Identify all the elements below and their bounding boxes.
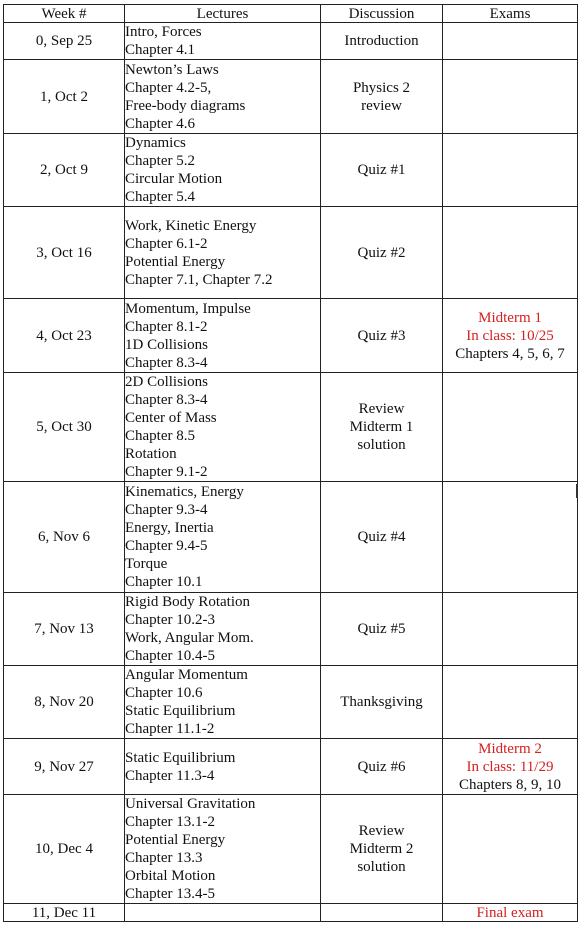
lecture-line: Intro, Forces (125, 24, 202, 40)
lecture-line: 2D Collisions (125, 374, 208, 390)
discussion-line: Quiz #1 (357, 162, 406, 178)
exam-line: Midterm 2 (478, 740, 542, 757)
text-cursor (576, 484, 578, 498)
lecture-line: Potential Energy (125, 253, 226, 270)
discussion-cell (321, 134, 443, 207)
exams-cell (443, 373, 578, 482)
exams-cell (443, 60, 578, 134)
lectures-cell (125, 593, 321, 666)
table-row (4, 795, 578, 904)
lecture-line: Chapter 10.2-3 (125, 612, 215, 628)
discussion-line: Quiz #4 (357, 529, 406, 545)
lecture-line: Chapter 8.3-4 (125, 392, 208, 408)
lecture-line: Chapter 9.1-2 (125, 464, 208, 480)
exam-line: Midterm 1 (478, 309, 542, 326)
lecture-line: Work, Kinetic Energy (125, 217, 257, 234)
lectures-cell (125, 795, 321, 904)
week-cell: 4, Oct 23 (4, 299, 125, 373)
lectures-cell (125, 739, 321, 795)
table-row (4, 60, 578, 134)
lectures-header: Lectures (125, 5, 321, 23)
table-row (4, 23, 578, 60)
lectures-cell (125, 666, 321, 739)
lecture-line: Chapter 10.6 (125, 685, 203, 701)
lectures-cell (125, 482, 321, 593)
lecture-line: Rigid Body Rotation (125, 594, 251, 610)
lecture-line: Chapter 4.1 (125, 42, 195, 58)
exams-cell (443, 666, 578, 739)
discussion-line: solution (357, 859, 406, 875)
lecture-line: Static Equilibrium (125, 749, 236, 766)
week-cell: 9, Nov 27 (4, 739, 125, 795)
week-cell: 3, Oct 16 (4, 207, 125, 299)
week-cell: 10, Dec 4 (4, 795, 125, 904)
lecture-line: Chapter 13.4-5 (125, 886, 215, 902)
exams-cell (443, 739, 578, 795)
lectures-cell (125, 60, 321, 134)
exams-cell (443, 593, 578, 666)
table-row (4, 904, 578, 922)
discussion-line: Quiz #3 (357, 327, 406, 344)
lectures-cell (125, 904, 321, 922)
lecture-line: Static Equilibrium (125, 703, 236, 719)
lecture-line: Energy, Inertia (125, 520, 214, 536)
discussion-cell (321, 795, 443, 904)
lecture-line: Chapter 4.6 (125, 115, 195, 132)
exams-cell (443, 904, 578, 922)
discussion-cell (321, 23, 443, 60)
table-row (4, 593, 578, 666)
lecture-line: Chapter 10.4-5 (125, 648, 215, 664)
discussion-line: Quiz #2 (357, 244, 406, 261)
lectures-cell (125, 134, 321, 207)
lecture-line: Chapter 13.1-2 (125, 814, 215, 830)
exams-cell (443, 23, 578, 60)
discussion-cell (321, 299, 443, 373)
lecture-line: Newton’s Laws (125, 61, 219, 78)
week-cell: 7, Nov 13 (4, 593, 125, 666)
lectures-cell (125, 373, 321, 482)
exams-cell (443, 482, 578, 593)
lecture-line: Free-body diagrams (125, 97, 246, 114)
week-cell: 1, Oct 2 (4, 60, 125, 134)
discussion-cell (321, 666, 443, 739)
lecture-line: Chapter 11.1-2 (125, 721, 215, 737)
discussion-line: Introduction (344, 33, 419, 49)
schedule-table (3, 4, 578, 922)
lecture-line: Circular Motion (125, 171, 223, 187)
table-row (4, 299, 578, 373)
lectures-cell (125, 299, 321, 373)
exams-cell (443, 795, 578, 904)
lecture-line: Rotation (125, 446, 177, 462)
week-cell: 5, Oct 30 (4, 373, 125, 482)
lecture-line: Chapter 9.4-5 (125, 538, 208, 554)
schedule-body (4, 23, 578, 922)
week-cell: 11, Dec 11 (4, 904, 125, 922)
week-cell: 8, Nov 20 (4, 666, 125, 739)
exams-cell (443, 207, 578, 299)
discussion-cell (321, 373, 443, 482)
exam-line: Chapters 4, 5, 6, 7 (455, 345, 565, 362)
lecture-line: 1D Collisions (125, 336, 208, 353)
exam-line: Final exam (476, 904, 544, 921)
discussion-line: solution (357, 437, 406, 453)
lecture-line: Kinematics, Energy (125, 484, 244, 500)
lecture-line: Chapter 9.3-4 (125, 502, 208, 518)
discussion-line: Review (358, 823, 405, 839)
table-row (4, 373, 578, 482)
lecture-line: Chapter 7.1, Chapter 7.2 (125, 271, 273, 288)
lecture-line: Chapter 4.2-5, (125, 79, 212, 96)
discussion-header: Discussion (321, 5, 443, 23)
exam-line: Chapters 8, 9, 10 (458, 776, 562, 793)
discussion-line: Review (358, 401, 405, 417)
header-row (4, 5, 578, 23)
lecture-line: Work, Angular Mom. (125, 630, 254, 646)
table-row (4, 666, 578, 739)
lecture-line: Universal Gravitation (125, 796, 256, 812)
lecture-line: Center of Mass (125, 410, 217, 426)
discussion-line: Quiz #5 (357, 621, 406, 637)
lecture-line: Orbital Motion (125, 868, 216, 884)
lecture-line: Chapter 11.3-4 (125, 767, 215, 784)
lecture-line: Chapter 5.4 (125, 189, 195, 205)
week-cell: 0, Sep 25 (4, 23, 125, 60)
discussion-cell (321, 739, 443, 795)
exam-line: In class: 10/25 (466, 327, 554, 344)
discussion-line: Midterm 1 (349, 419, 414, 435)
lecture-line: Dynamics (125, 135, 186, 151)
lecture-line: Momentum, Impulse (125, 300, 251, 317)
discussion-cell (321, 904, 443, 922)
discussion-line: Physics 2 (352, 79, 411, 96)
lecture-line: Torque (125, 556, 168, 572)
lectures-cell (125, 23, 321, 60)
table-row (4, 134, 578, 207)
week-cell: 2, Oct 9 (4, 134, 125, 207)
exams-header: Exams (443, 5, 578, 23)
discussion-cell (321, 482, 443, 593)
week-header: Week # (4, 5, 125, 23)
lecture-line: Angular Momentum (125, 667, 248, 683)
week-cell: 6, Nov 6 (4, 482, 125, 593)
discussion-line: review (361, 97, 402, 114)
discussion-cell (321, 207, 443, 299)
discussion-line: Midterm 2 (349, 841, 414, 857)
exam-line: In class: 11/29 (466, 758, 554, 775)
discussion-line: Quiz #6 (357, 758, 406, 775)
lecture-line: Chapter 5.2 (125, 153, 195, 169)
lectures-cell (125, 207, 321, 299)
exams-cell (443, 299, 578, 373)
lecture-line: Potential Energy (125, 832, 226, 848)
lecture-line: Chapter 6.1-2 (125, 235, 208, 252)
table-row (4, 207, 578, 299)
exams-cell (443, 134, 578, 207)
table-row (4, 739, 578, 795)
lecture-line: Chapter 8.5 (125, 428, 195, 444)
discussion-line: Thanksgiving (340, 694, 423, 710)
discussion-cell (321, 593, 443, 666)
lecture-line: Chapter 8.1-2 (125, 318, 208, 335)
lecture-line: Chapter 10.1 (125, 574, 203, 590)
table-row (4, 482, 578, 593)
lecture-line: Chapter 8.3-4 (125, 354, 208, 371)
lecture-line: Chapter 13.3 (125, 850, 203, 866)
discussion-cell (321, 60, 443, 134)
